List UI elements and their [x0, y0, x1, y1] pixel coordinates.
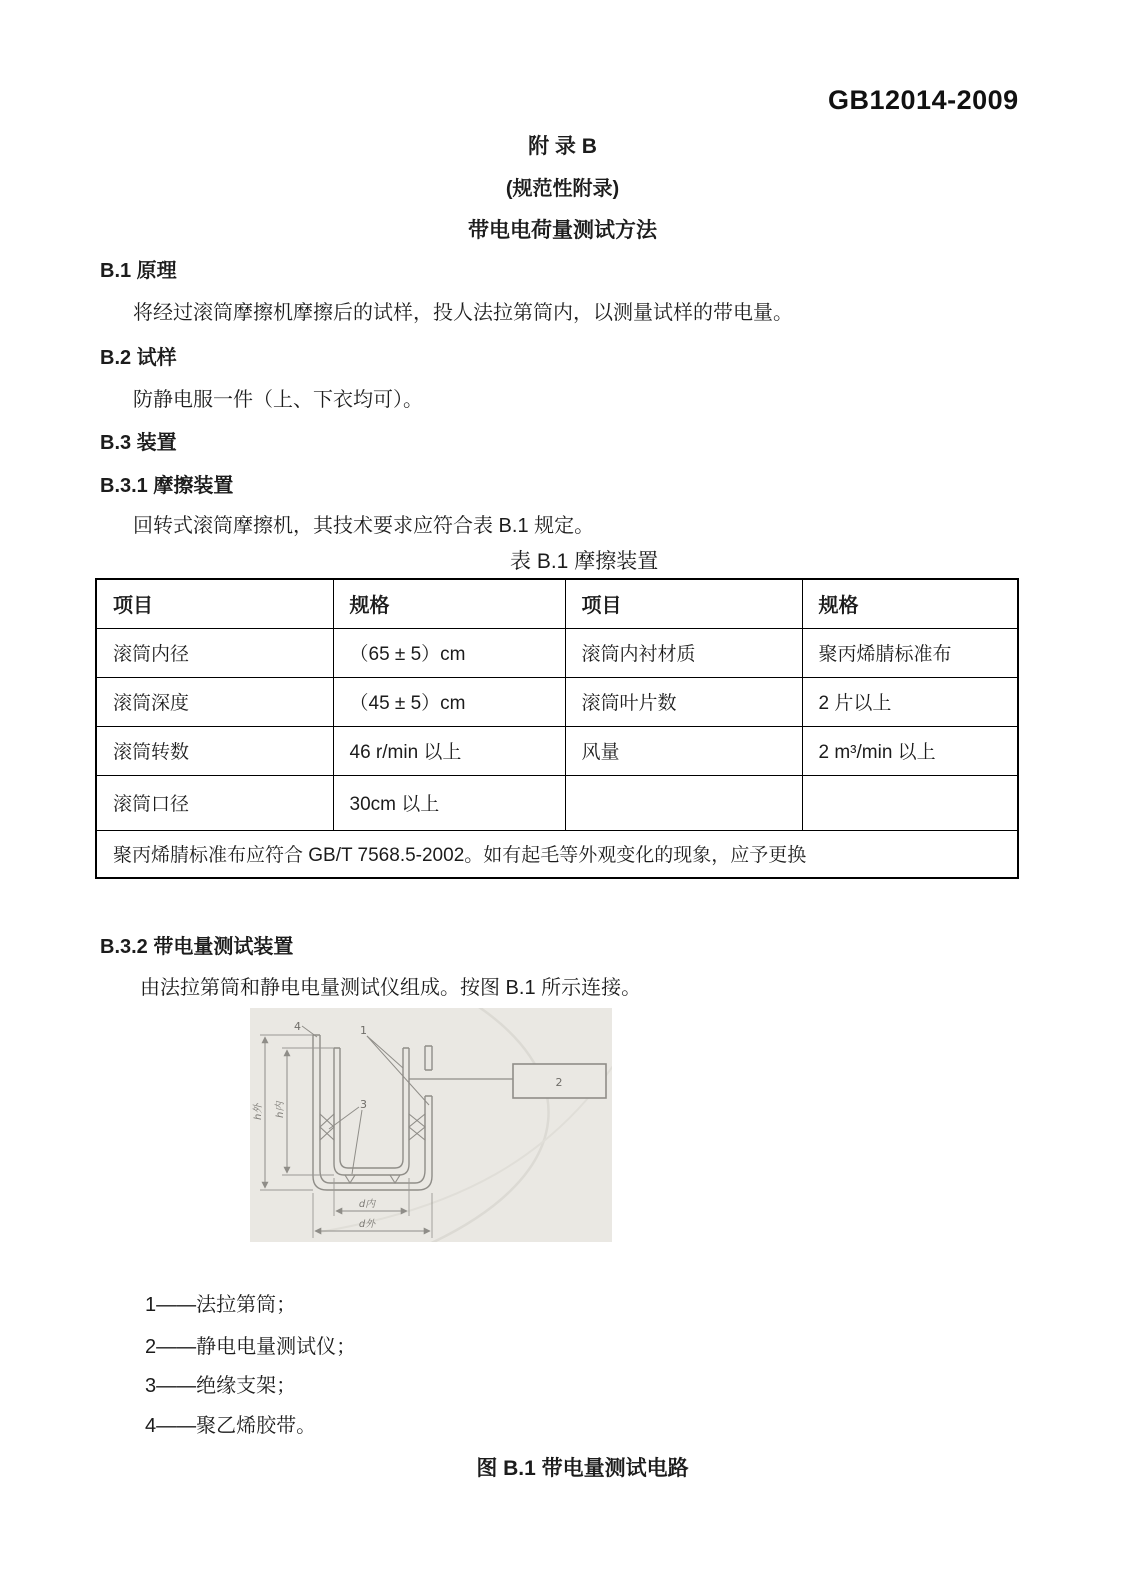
dim-label-left-outer: h外 [253, 1103, 264, 1120]
table-cell: （45 ± 5）cm [333, 677, 565, 726]
table-row [96, 726, 1018, 775]
table-cell: 聚丙烯腈标准布 [802, 628, 1018, 677]
figure-caption: 图 B.1 带电量测试电路 [476, 1457, 689, 1480]
figure-legend-item-4: 4——聚乙烯胶带。 [145, 1415, 317, 1437]
table-cell: 滚筒深度 [96, 677, 333, 726]
section-body-b2: 防静电服一件（上、下衣均可）。 [133, 389, 423, 411]
section-heading-b31: B.3.1 摩擦装置 [100, 475, 234, 497]
table-header-cell: 项目 [565, 579, 802, 628]
table-cell: 2 m³/min 以上 [802, 726, 1018, 775]
section-body-b31: 回转式滚筒摩擦机，其技术要求应符合表 B.1 规定。 [133, 515, 595, 537]
table-cell: 风量 [565, 726, 802, 775]
dimension-lines [265, 1037, 430, 1231]
faraday-cup-outer [313, 1035, 432, 1190]
table-header-cell: 项目 [96, 579, 333, 628]
section-body-b32: 由法拉第筒和静电电量测试仪组成。按图 B.1 所示连接。 [140, 977, 642, 999]
table-row [96, 628, 1018, 677]
table-cell [565, 775, 802, 830]
table-footnote-row [96, 830, 1018, 878]
part-label-3: 3 [360, 1098, 367, 1111]
table-header-cell: 规格 [333, 579, 565, 628]
faraday-cup-inner [334, 1048, 409, 1175]
friction-device-table [95, 578, 1019, 879]
table-row [96, 775, 1018, 830]
table-cell: 46 r/min 以上 [333, 726, 565, 775]
figure-legend-item-2: 2——静电电量测试仪； [145, 1336, 357, 1358]
section-heading-b32: B.3.2 带电量测试装置 [100, 936, 294, 958]
table-cell: 滚筒内衬材质 [565, 628, 802, 677]
dim-label-bottom-inner: d内 [358, 1199, 376, 1210]
part-label-2: 2 [555, 1076, 563, 1089]
part-label-1: 1 [360, 1024, 367, 1037]
table-cell [802, 775, 1018, 830]
table-cell: 2 片以上 [802, 677, 1018, 726]
table-cell: 滚筒叶片数 [565, 677, 802, 726]
part-label-4: 4 [294, 1020, 301, 1033]
appendix-subject: 带电电荷量测试方法 [468, 219, 657, 242]
table-header-row [96, 579, 1018, 628]
table-header-cell: 规格 [802, 579, 1018, 628]
table-row [96, 677, 1018, 726]
figure-legend-item-1: 1——法拉第筒； [145, 1294, 297, 1316]
appendix-type: (规范性附录) [505, 178, 620, 200]
table-cell: （65 ± 5）cm [333, 628, 565, 677]
standard-code: GB12014-2009 [828, 85, 1019, 115]
table-caption: 表 B.1 摩擦装置 [510, 550, 659, 573]
dimension-extension-lines [260, 1035, 432, 1238]
section-body-b1: 将经过滚筒摩擦机摩擦后的试样，投人法拉第筒内，以测量试样的带电量。 [133, 302, 793, 324]
section-heading-b3: B.3 装置 [100, 432, 177, 454]
appendix-title: 附 录 B [528, 135, 597, 158]
table-cell: 滚筒内径 [96, 628, 333, 677]
dim-label-left-inner: h内 [275, 1101, 286, 1118]
table-cell: 滚筒转数 [96, 726, 333, 775]
section-heading-b2: B.2 试样 [100, 347, 177, 369]
dim-label-bottom-outer: d外 [358, 1219, 376, 1230]
figure-legend-item-3: 3——绝缘支架； [145, 1375, 297, 1397]
table-footnote: 聚丙烯腈标准布应符合 GB/T 7568.5-2002。如有起毛等外观变化的现象，应予更换 [96, 830, 1018, 878]
table-cell: 滚筒口径 [96, 775, 333, 830]
figure-b1 [250, 1008, 612, 1242]
figure-b1-drawing [250, 1008, 612, 1242]
table-cell: 30cm 以上 [333, 775, 565, 830]
section-heading-b1: B.1 原理 [100, 260, 177, 282]
